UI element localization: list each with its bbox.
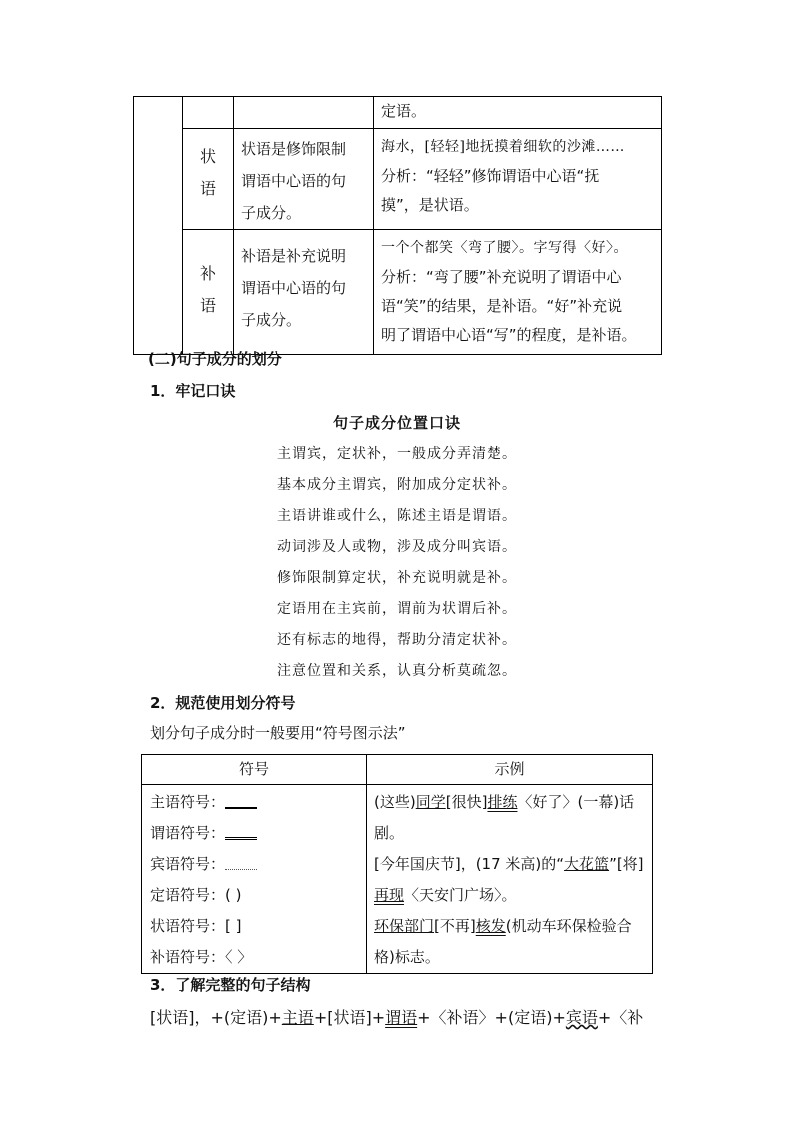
rhyme-title: 句子成分位置口诀 [332,414,461,432]
analysis-line: 明了谓语中心语“写”的程度，是补语。 [381,326,637,344]
subject-segment: 环保部门 [374,917,435,935]
subject-segment: 大花篮 [564,855,610,873]
segment: (这些) [374,793,416,811]
header-symbol: 符号 [238,760,269,778]
subsection-title: 2．规范使用划分符号 [150,694,296,712]
segment: ”[将] [609,855,644,873]
definition-line: 补语是补充说明 [241,247,347,265]
header-example: 示例 [494,760,525,778]
symbol-label: 主语符号： [150,793,226,811]
rhyme-line: 动词涉及人或物，涉及成分叫宾语。 [277,539,517,555]
segment: (机动车环保检验合 [505,917,632,935]
subject-segment: 同学 [415,793,446,811]
segment: [今年国庆节]，(17 米高)的“ [374,855,565,873]
example-line: 格)标志。 [374,948,440,966]
term-char: 语 [199,296,216,315]
rhyme-line: 主语讲谁或什么，陈述主语是谓语。 [277,508,517,524]
analysis-line: 语“笑”的结果，是补语。“好”补充说 [381,297,623,315]
example-line [374,787,648,818]
example-sentence: 一个个都笑〈弯了腰〉。字写得〈好〉。 [381,240,628,256]
rhyme-line: 注意位置和关系，认真分析莫疏忽。 [277,663,517,679]
example-line [374,880,648,911]
rhyme-line: 定语用在主宾前，谓前为状谓后补。 [277,601,517,617]
predicate-segment: 再现 [374,886,405,904]
example-cell [367,785,653,974]
subsection-title: 1．牢记口诀 [150,382,236,400]
section-title: (二)句子成分的划分 [148,350,282,368]
rhyme-line: 修饰限制算定状，补充说明就是补。 [277,570,517,586]
subject-symbol-row [150,787,366,818]
complement-symbol-row: 补语符号：〈 〉 [150,948,253,966]
segment: 〈好了〉(一幕)话 [517,793,635,811]
term-cell [183,230,234,355]
object-symbol-row [150,849,366,880]
rhyme-line: 基本成分主谓宾，附加成分定状补。 [277,477,517,493]
predicate-segment: 排练 [487,793,518,811]
segment: [不再] [434,917,476,935]
table-cell [234,97,374,129]
analysis-line: 分析：“弯了腰”补充说明了谓语中心 [381,268,622,286]
subject-segment: 主语 [281,1008,314,1027]
segment: +[状语]+ [313,1008,386,1027]
example-sentence: 海水，[轻轻]地抚摸着细软的沙滩…… [381,139,625,155]
segment: +〈补语〉+(定语)+ [417,1008,566,1027]
example-line [374,911,648,942]
term-cell [183,129,234,230]
double-underline-mark [225,837,257,840]
definition-line: 子成分。 [241,311,302,329]
wavy-underline-mark [225,869,257,870]
term-char: 状 [199,147,216,166]
example-line: 剧。 [374,824,405,842]
symbol-label: 谓语符号： [150,824,226,842]
table-cell [374,97,662,129]
symbol-table [141,754,653,974]
intro-text: 划分句子成分时一般要用“符号图示法” [150,724,406,742]
analysis-line: 分析：“轻轻”修饰谓语中心语“抚 [381,167,600,185]
predicate-segment: 谓语 [385,1008,418,1027]
definition-line: 子成分。 [241,204,302,222]
predicate-symbol-row [150,818,366,849]
example-cell [374,230,662,355]
object-segment: 宾语 [565,1008,598,1027]
term-char: 语 [199,179,216,198]
adverbial-symbol-row: 状语符号：[ ] [150,917,242,935]
example-line [374,849,648,880]
subsection-title: 3．了解完整的句子结构 [150,976,311,994]
segment: [很快] [445,793,488,811]
table-header-cell [142,755,367,785]
segment: [状语]，+(定语)+ [150,1008,282,1027]
example-text: 定语。 [381,102,427,120]
definition-line: 谓语中心语的句 [241,172,347,190]
example-cell [374,129,662,230]
segment: +〈补 [597,1008,644,1027]
structure-line [150,1005,643,1028]
table-cell [183,97,234,129]
symbol-label: 宾语符号： [150,855,226,873]
definition-cell [234,230,374,355]
symbol-cell [142,785,367,974]
segment: 〈天安门广场〉。 [404,886,517,904]
analysis-line: 摸”，是状语。 [381,196,479,214]
attributive-symbol-row: 定语符号：( ) [150,886,242,904]
solid-underline-mark [225,807,257,809]
table-header-cell [367,755,653,785]
definition-line: 状语是修饰限制 [241,140,347,158]
rhyme-line: 主谓宾，定状补，一般成分弄清楚。 [277,446,517,462]
table-group-cell [134,97,183,355]
definition-cell [234,129,374,230]
rhyme-line: 还有标志的地得，帮助分清定状补。 [277,632,517,648]
definition-line: 谓语中心语的句 [241,279,347,297]
term-char: 补 [199,264,216,283]
predicate-segment: 核发 [475,917,506,935]
grammar-table [133,96,662,355]
